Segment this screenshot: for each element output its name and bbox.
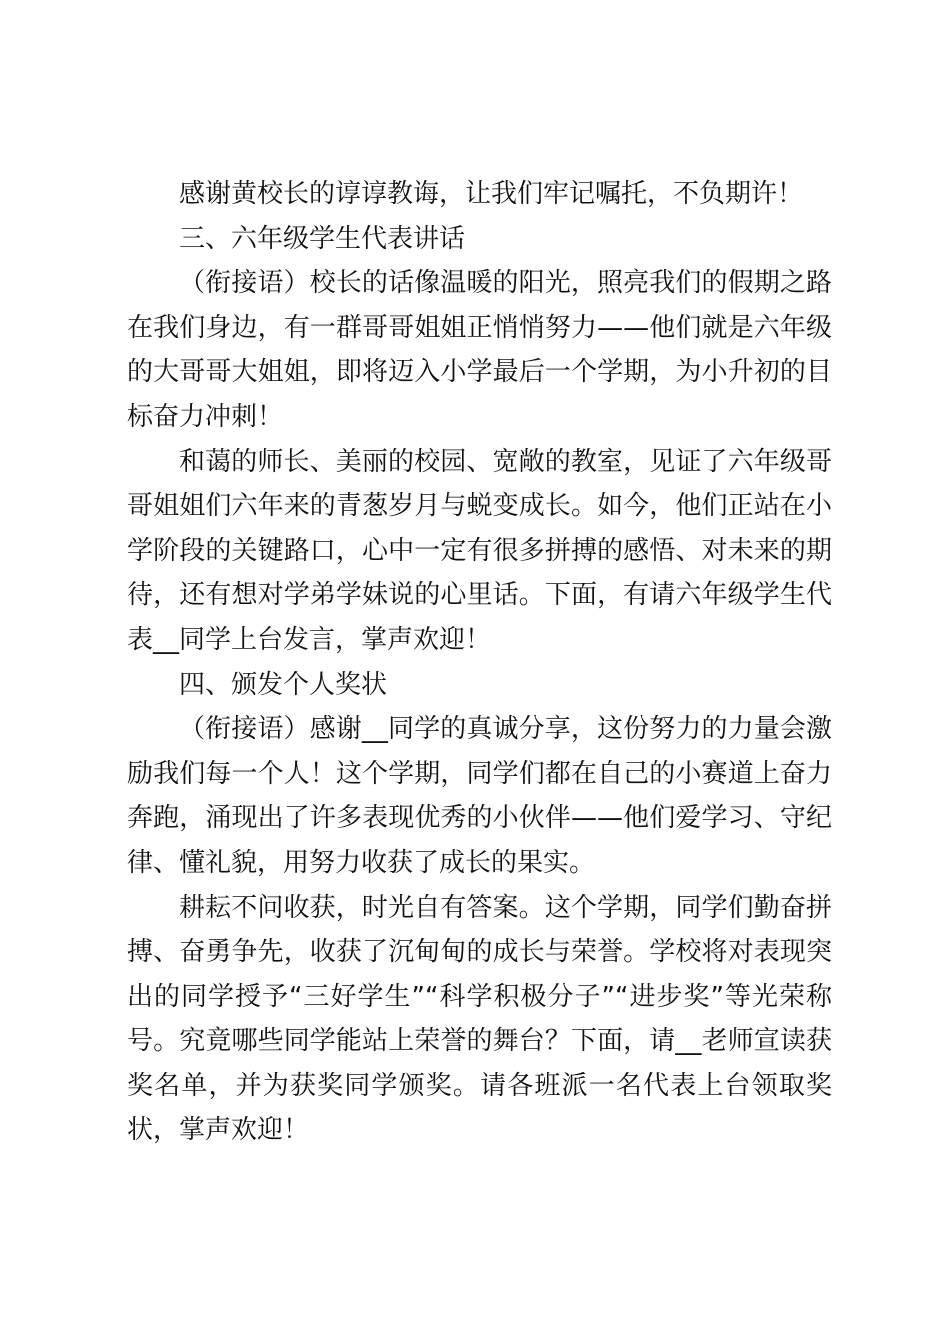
section-heading-student-speech: 三、六年级学生代表讲话 xyxy=(179,223,466,254)
paragraph-transition-1: （衔接语）校长的话像温暖的阳光，照亮我们的假期之路在我们身边，有一群哥哥姐姐正悄悄努力——他们就是六年级的大哥哥大姐姐，即将迈入小学最后一个学期，为小升初的目标奋力冲刺！ xyxy=(127,268,832,432)
paragraph-sixth-grade: 和蔼的师长、美丽的校园、宽敞的教室，见证了六年级哥哥姐姐们六年来的青葱岁月与蜕变成长。如今，他们正站在小学阶段的关键路口，心中一定有很多拼搏的感悟、对未来的期待，还有想对学弟学妹说的心里话。下面，有请六年级学生代表__同学上台发言，掌声欢迎！ xyxy=(127,446,832,655)
paragraph-transition-2: （衔接语）感谢__同学的真诚分享，这份努力的力量会激励我们每一个人！这个学期，同学们都在自己的小赛道上奋力奔跑，涌现出了许多表现优秀的小伙伴——他们爱学习、守纪律、懂礼貌，用努力收获了成长的果实。 xyxy=(127,714,832,878)
paragraph-thanks: 感谢黄校长的谆谆教诲，让我们牢记嘱托，不负期许！ xyxy=(179,179,804,209)
section-heading-awards: 四、颁发个人奖状 xyxy=(179,669,388,700)
paragraph-awards: 耕耘不问收获，时光自有答案。这个学期，同学们勤奋拼搏、奋勇争先，收获了沉甸甸的成长与荣誉。学校将对表现突出的同学授予“三好学生”“科学积极分子”“进步奖”等光荣称号。究竟哪些同学能站上荣誉的舞台？下面，请__老师宣读获奖名单，并为获奖同学颁奖。请各班派一名代表上台领取奖状，掌声欢迎！ xyxy=(127,892,832,1146)
document-body xyxy=(127,172,832,1153)
